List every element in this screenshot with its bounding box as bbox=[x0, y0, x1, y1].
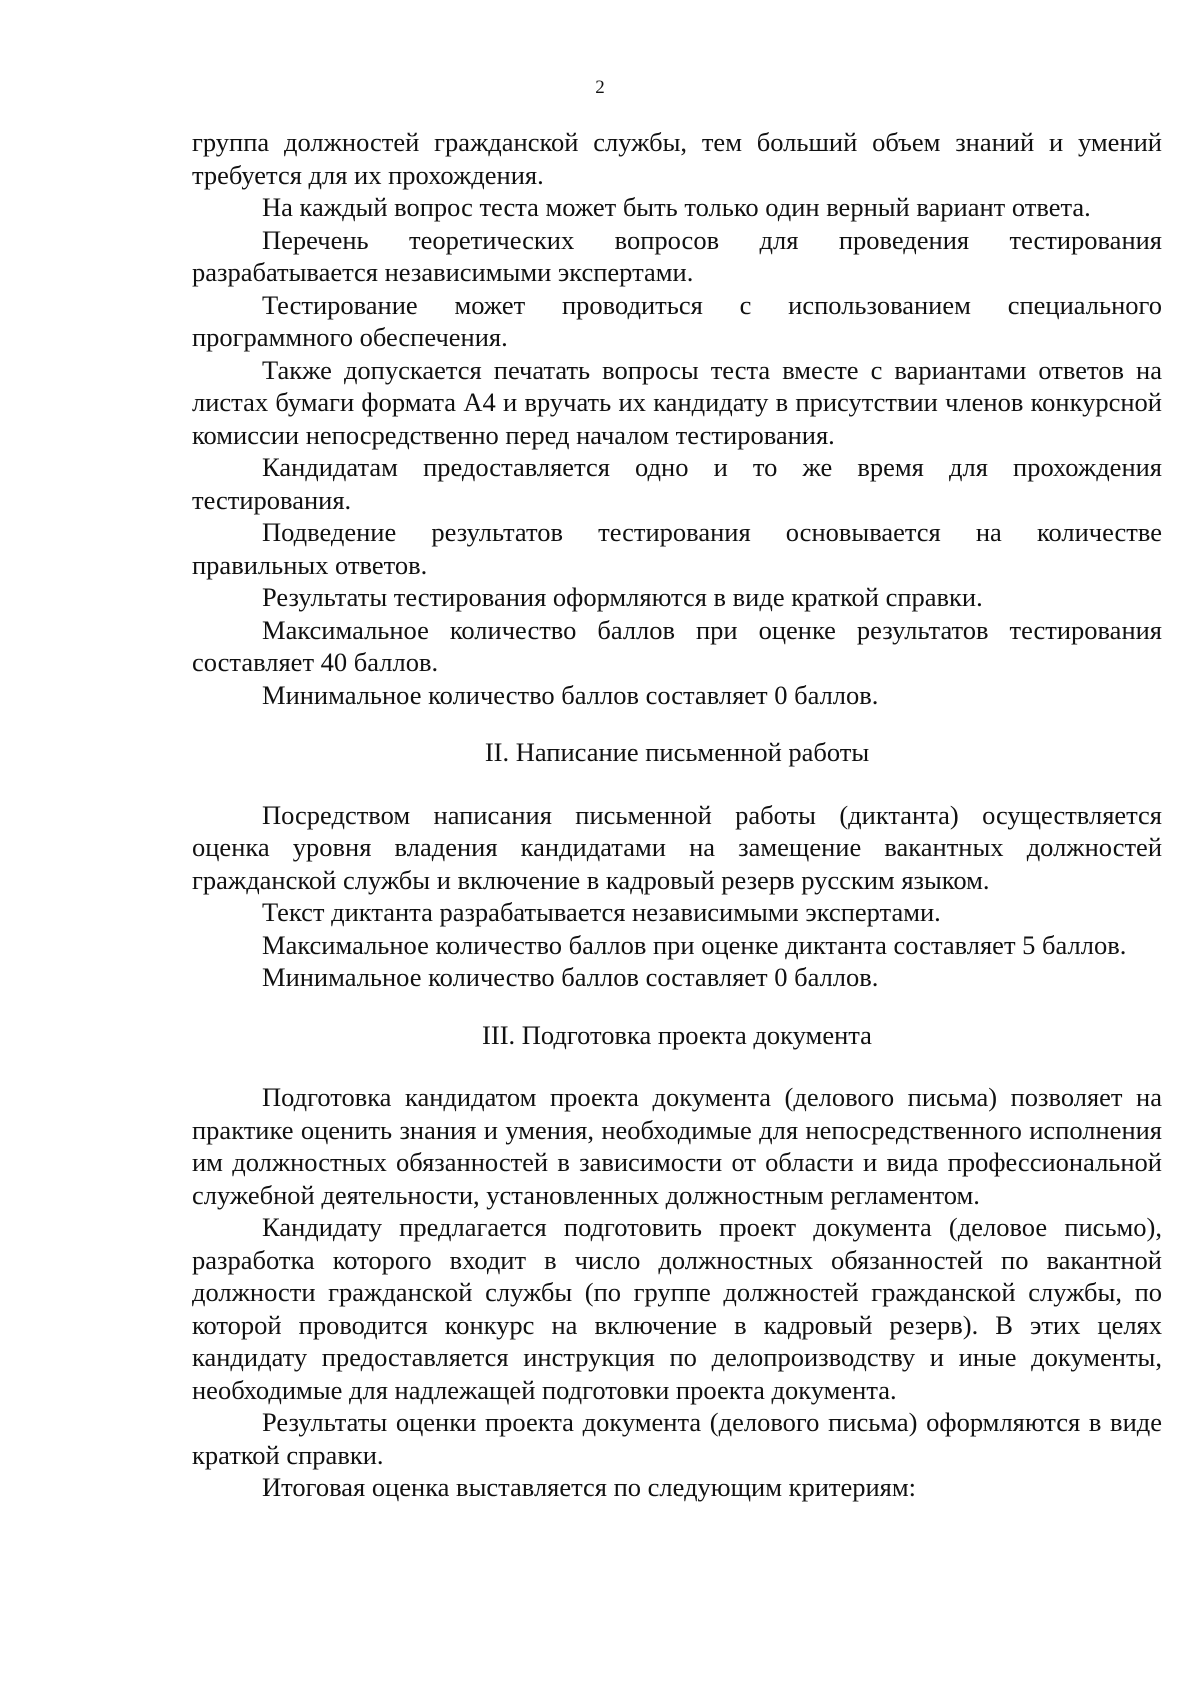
paragraph: Кандидатам предоставляется одно и то же время для прохождения тестирования. bbox=[192, 452, 1162, 515]
section-heading: III. Подготовка проекта документа bbox=[482, 1019, 872, 1050]
page-number: 2 bbox=[595, 77, 605, 98]
paragraph: Результаты оценки проекта документа (делового письма) оформляются в виде краткой справки. bbox=[192, 1407, 1162, 1470]
paragraph: Минимальное количество баллов составляет 0 баллов. bbox=[262, 962, 879, 992]
paragraph: Итоговая оценка выставляется по следующим критериям: bbox=[262, 1472, 916, 1502]
paragraph: Также допускается печатать вопросы теста вместе с вариантами ответов на листах бумаги формата А4 и вручать их кандидату в присутствии членов конкурсной комиссии непосредственно перед началом тестирования. bbox=[192, 354, 1162, 450]
section-heading: II. Написание письменной работы bbox=[484, 737, 870, 767]
paragraph: Посредством написания письменной работы (диктанта) осуществляется оценка уровня владения кандидатами на замещение вакантных должностей гражданской службы и включение в кадровый резерв русским языком. bbox=[192, 799, 1162, 895]
paragraph: Максимальное количество баллов при оценке результатов тестирования составляет 40 баллов. bbox=[192, 614, 1162, 677]
paragraph: Минимальное количество баллов составляет 0 баллов. bbox=[262, 679, 879, 710]
document-body bbox=[192, 126, 1162, 1504]
paragraph: группа должностей гражданской службы, тем больший объем знаний и умений требуется для их прохождения. bbox=[192, 127, 1162, 190]
paragraph: На каждый вопрос теста может быть только один верный вариант ответа. bbox=[262, 192, 1091, 222]
paragraph: Текст диктанта разрабатывается независимыми экспертами. bbox=[262, 897, 941, 927]
paragraph: Тестирование может проводиться с использованием специального программного обеспечения. bbox=[192, 289, 1162, 352]
paragraph: Кандидату предлагается подготовить проект документа (деловое письмо), разработка которого входит в число должностных обязанностей по вакантной должности гражданской службы (по группе должностей гражданской службы, по которой проводится конкурс на включение в кадровый резерв). В этих целях кандидату предоставляется инструкция по делопроизводству и иные документы, необходимые для надлежащей подготовки проекта документа. bbox=[192, 1212, 1162, 1405]
paragraph: Перечень теоретических вопросов для проведения тестирования разрабатывается независимыми экспертами. bbox=[192, 224, 1162, 287]
paragraph: Подготовка кандидатом проекта документа (делового письма) позволяет на практике оценить знания и умения, необходимые для непосредственного исполнения им должностных обязанностей в зависимости от области и вида профессиональной служебной деятельности, установленных должностным регламентом. bbox=[192, 1082, 1162, 1210]
paragraph: Подведение результатов тестирования основывается на количестве правильных ответов. bbox=[192, 517, 1162, 580]
paragraph: Результаты тестирования оформляются в виде краткой справки. bbox=[262, 582, 983, 612]
paragraph: Максимальное количество баллов при оценке диктанта составляет 5 баллов. bbox=[262, 929, 1127, 960]
